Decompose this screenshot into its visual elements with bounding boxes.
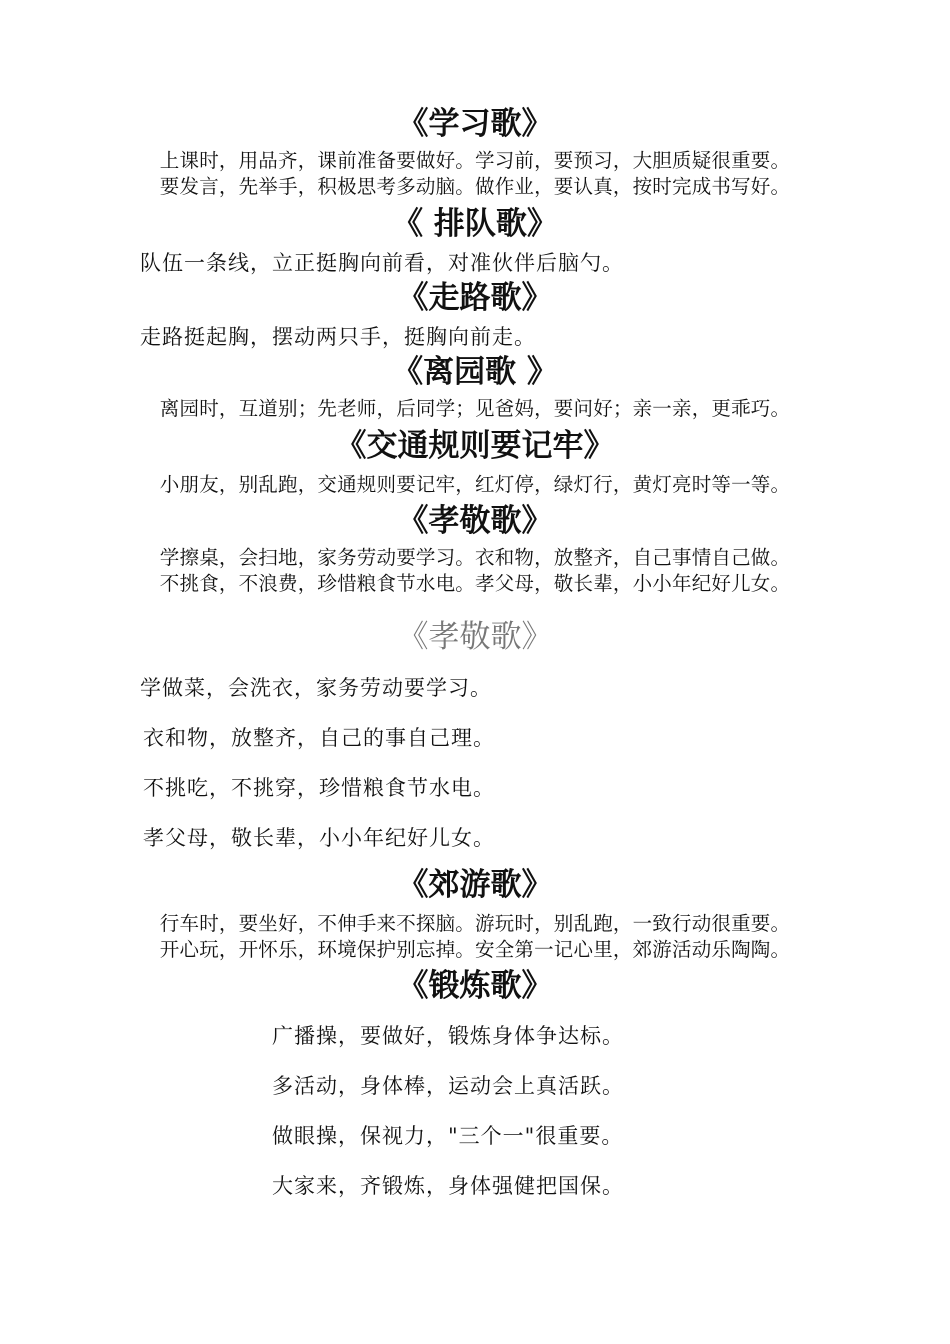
- song-line-filial-2-3: 不挑吃，不挑穿，珍惜粮食节水电。: [143, 776, 495, 800]
- song-line-walk-1: 走路挺起胸，摆动两只手，挺胸向前走。: [140, 325, 536, 349]
- song-line-exercise-4: 大家来，齐锻炼，身体强健把国保。: [272, 1174, 624, 1198]
- song-line-queue-1: 队伍一条线，立正挺胸向前看，对准伙伴后脑勺。: [140, 251, 624, 275]
- song-line-filial-1-2: 不挑食，不浪费，珍惜粮食节水电。孝父母，敬长辈，小小年纪好儿女。: [159, 572, 791, 595]
- song-line-study-2: 要发言，先举手，积极思考多动脑。做作业，要认真，按时完成书写好。: [159, 175, 791, 198]
- song-title-filial-2: 《孝敬歌》: [397, 619, 553, 655]
- song-title-study: 《学习歌》: [397, 106, 553, 142]
- song-line-outing-1: 行车时，要坐好，不伸手来不探脑。游玩时，别乱跑，一致行动很重要。: [159, 912, 791, 935]
- song-line-exercise-3: 做眼操，保视力，"三个一"很重要。: [272, 1124, 624, 1148]
- song-line-filial-1-1: 学擦桌，会扫地，家务劳动要学习。衣和物，放整齐，自己事情自己做。: [159, 546, 791, 569]
- song-line-outing-2: 开心玩，开怀乐，环境保护别忘掉。安全第一记心里，郊游活动乐陶陶。: [159, 938, 791, 961]
- song-line-filial-2-2: 衣和物，放整齐，自己的事自己理。: [143, 726, 495, 750]
- song-title-walk: 《走路歌》: [397, 280, 553, 316]
- song-title-queue: 《 排队歌》: [392, 206, 558, 242]
- song-line-filial-2-4: 孝父母，敬长辈，小小年纪好儿女。: [143, 826, 495, 850]
- song-line-exercise-2: 多活动，身体棒，运动会上真活跃。: [272, 1074, 624, 1098]
- song-title-filial-1: 《孝敬歌》: [397, 503, 553, 539]
- song-title-leave: 《离园歌 》: [392, 354, 558, 390]
- song-line-filial-2-1: 学做菜，会洗衣，家务劳动要学习。: [140, 676, 492, 700]
- song-line-study-1: 上课时，用品齐，课前准备要做好。学习前，要预习，大胆质疑很重要。: [159, 149, 791, 172]
- song-title-traffic: 《交通规则要记牢》: [335, 428, 615, 464]
- song-line-leave-1: 离园时，互道别；先老师，后同学；见爸妈，要问好；亲一亲，更乖巧。: [159, 397, 791, 420]
- song-line-traffic-1: 小朋友，别乱跑，交通规则要记牢，红灯停，绿灯行，黄灯亮时等一等。: [159, 473, 791, 496]
- song-title-outing: 《郊游歌》: [397, 867, 553, 903]
- song-title-exercise: 《锻炼歌》: [397, 968, 553, 1004]
- song-line-exercise-1: 广播操，要做好，锻炼身体争达标。: [272, 1024, 624, 1048]
